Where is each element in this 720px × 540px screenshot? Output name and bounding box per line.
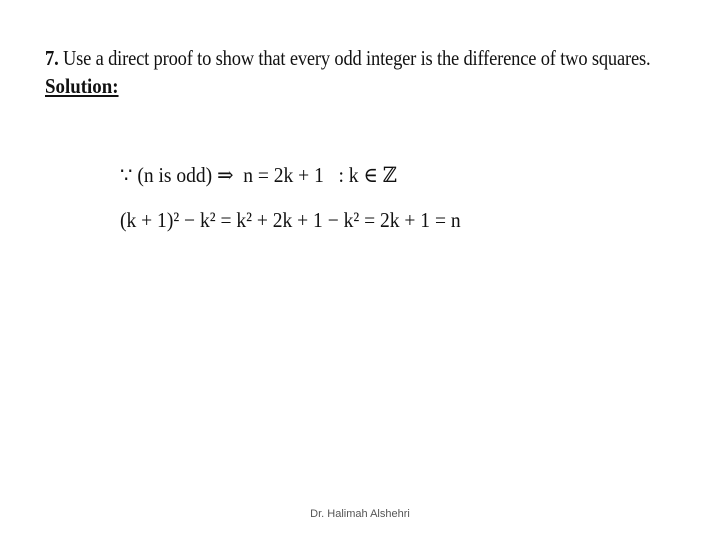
problem-number: 7.: [45, 46, 59, 70]
difference-of-squares-equation: (k + 1)² − k² = k² + 2k + 1 − k² = 2k + 1 = n: [120, 208, 461, 232]
problem-statement: [45, 44, 705, 100]
because-symbol: ∵: [120, 163, 133, 187]
solution-heading: Solution:: [45, 74, 119, 98]
premise: (n is odd): [137, 163, 213, 187]
problem-line: [45, 44, 651, 72]
math-line-2: [120, 208, 461, 233]
definition-equation: n = 2k + 1: [243, 163, 324, 187]
footer-author: Dr. Halimah Alshehri: [310, 508, 410, 520]
integer-condition: : k ∈ ℤ: [338, 163, 398, 187]
implies-symbol: ⇒: [217, 163, 234, 187]
math-line-1: [120, 163, 397, 188]
problem-text: Use a direct proof to show that every odd integer is the difference of two squares.: [62, 46, 651, 70]
